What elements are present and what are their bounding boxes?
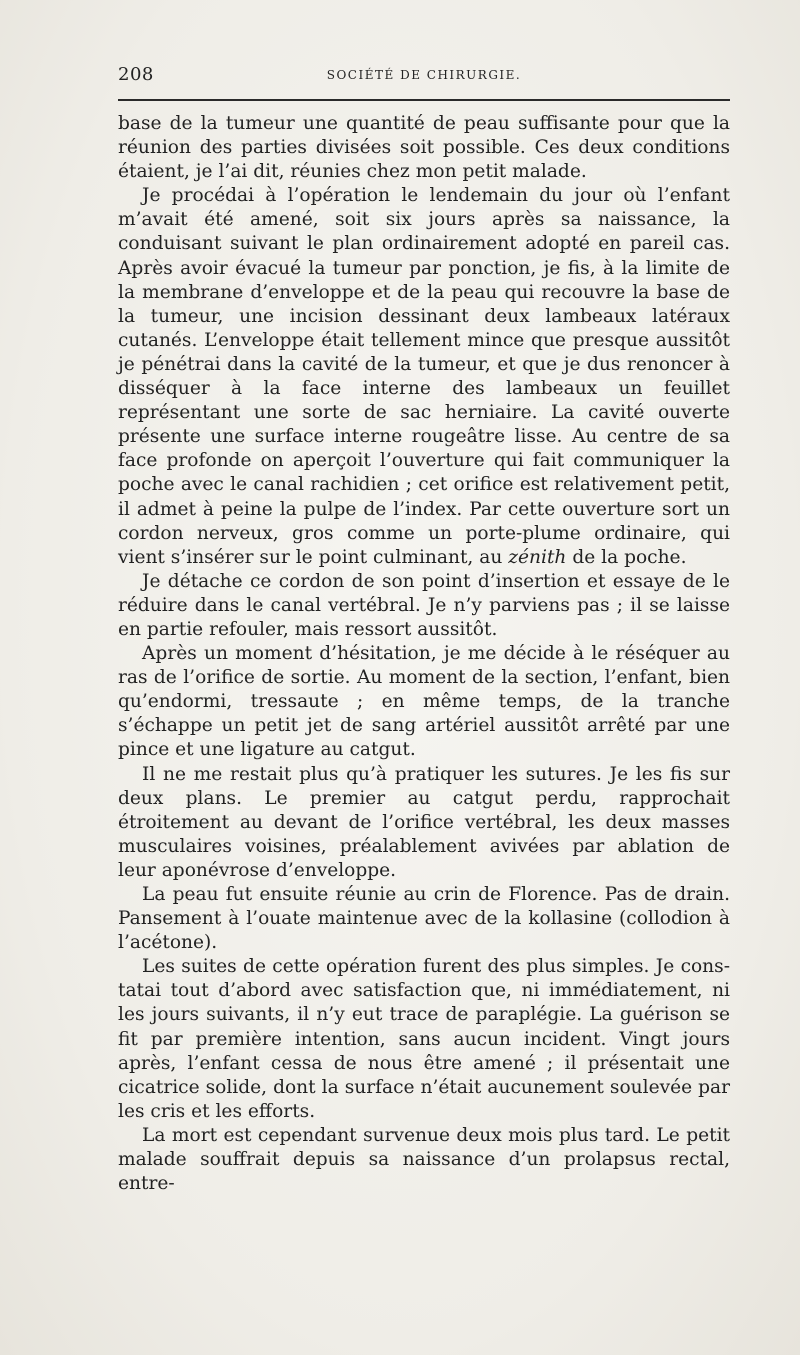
header-rule (118, 99, 730, 101)
paragraph-2-end: de la poche. (566, 546, 687, 568)
paragraph-2-text: Je procédai à l’opération le lendemain du jour où l’enfant m’avait été amené, soit six jours après sa naissance, la conduisant suivant le plan ordinairement adopté en pareil cas. Après avoir évacué la tumeur par ponction, je fis, à la limite de la membrane d’enveloppe et de la peau qui recouvre la base de la tumeur, une incision dessinant deux lambeaux latéraux cutanés. L’enveloppe était tellement mince que presque aussitôt je pénétrai dans la cavité de la tumeur, et que je dus renoncer à disséquer à la face interne des lambeaux un feuillet représentant une sorte de sac herniaire. La cavité ouverte présente une surface interne rougeâtre lisse. Au centre de sa face profonde on aperçoit l’ouverture qui fait communiquer la poche avec le canal rachidien ; cet orifice est relativement petit, il admet à peine la pulpe de l’index. Par cette ouverture sort un cordon nerveux, gros comme un porte-plume ordinaire, qui vient s’insérer sur le point culminant, au (118, 185, 730, 568)
paragraph-7: Les suites de cette opération furent des plus simples. Je constatai tout d’abord avec satisfaction que, ni immédiatement, ni les jours suivants, il n’y eut trace de paraplégie. La guérison se fit par première intention, sans aucun incident. Vingt jours après, l’enfant cessa de nous être amené ; il présentait une cicatrice solide, dont la surface n’était aucunement soulevée par les cris et les efforts. (118, 956, 730, 1122)
paragraph-8: La mort est cependant survenue deux mois plus tard. Le petit malade souffrait depuis sa naissance d’un prolapsus rectal, entre- (118, 1124, 730, 1195)
paragraph-4: Après un moment d’hésitation, je me décide à le réséquer au ras de l’orifice de sortie. Au moment de la section, l’enfant, bien qu’endormi, tressaute ; en même temps, de la tranche s’échappe un petit jet de sang artériel aussitôt arrêté par une pince et une ligature au catgut. (118, 643, 730, 761)
paragraph-1: base de la tumeur une quantité de peau suffisante pour que la réunion des parties divisées soit possible. Ces deux conditions étaient, je l’ai dit, réunies chez mon petit malade. (118, 113, 730, 183)
paragraph-2 (118, 184, 730, 570)
italic-word-zenith: zénith (508, 546, 567, 568)
paragraph-3: Je détache ce cordon de son point d’insertion et essaye de le réduire dans le canal vertébral. Je n’y parviens pas ; il se laisse en partie refouler, mais ressort aussitôt. (118, 570, 730, 640)
paragraph-5: Il ne me restait plus qu’à pratiquer les sutures. Je les fis sur deux plans. Le premier au catgut perdu, rapprochait étroitement au devant de l’orifice vertébral, les deux masses musculaires voisines, préalablement avivées par ablation de leur aponévrose d’enveloppe. (118, 763, 730, 881)
running-head: SOCIÉTÉ DE CHIRURGIE. (326, 68, 522, 82)
page-header (118, 64, 730, 88)
body-text (118, 112, 730, 1196)
paragraph-6: La peau fut ensuite réunie au crin de Florence. Pas de drain. Pansement à l’ouate maintenue avec de la kollasine (collodion à l’acétone). (118, 884, 730, 954)
page-number: 208 (118, 64, 154, 85)
